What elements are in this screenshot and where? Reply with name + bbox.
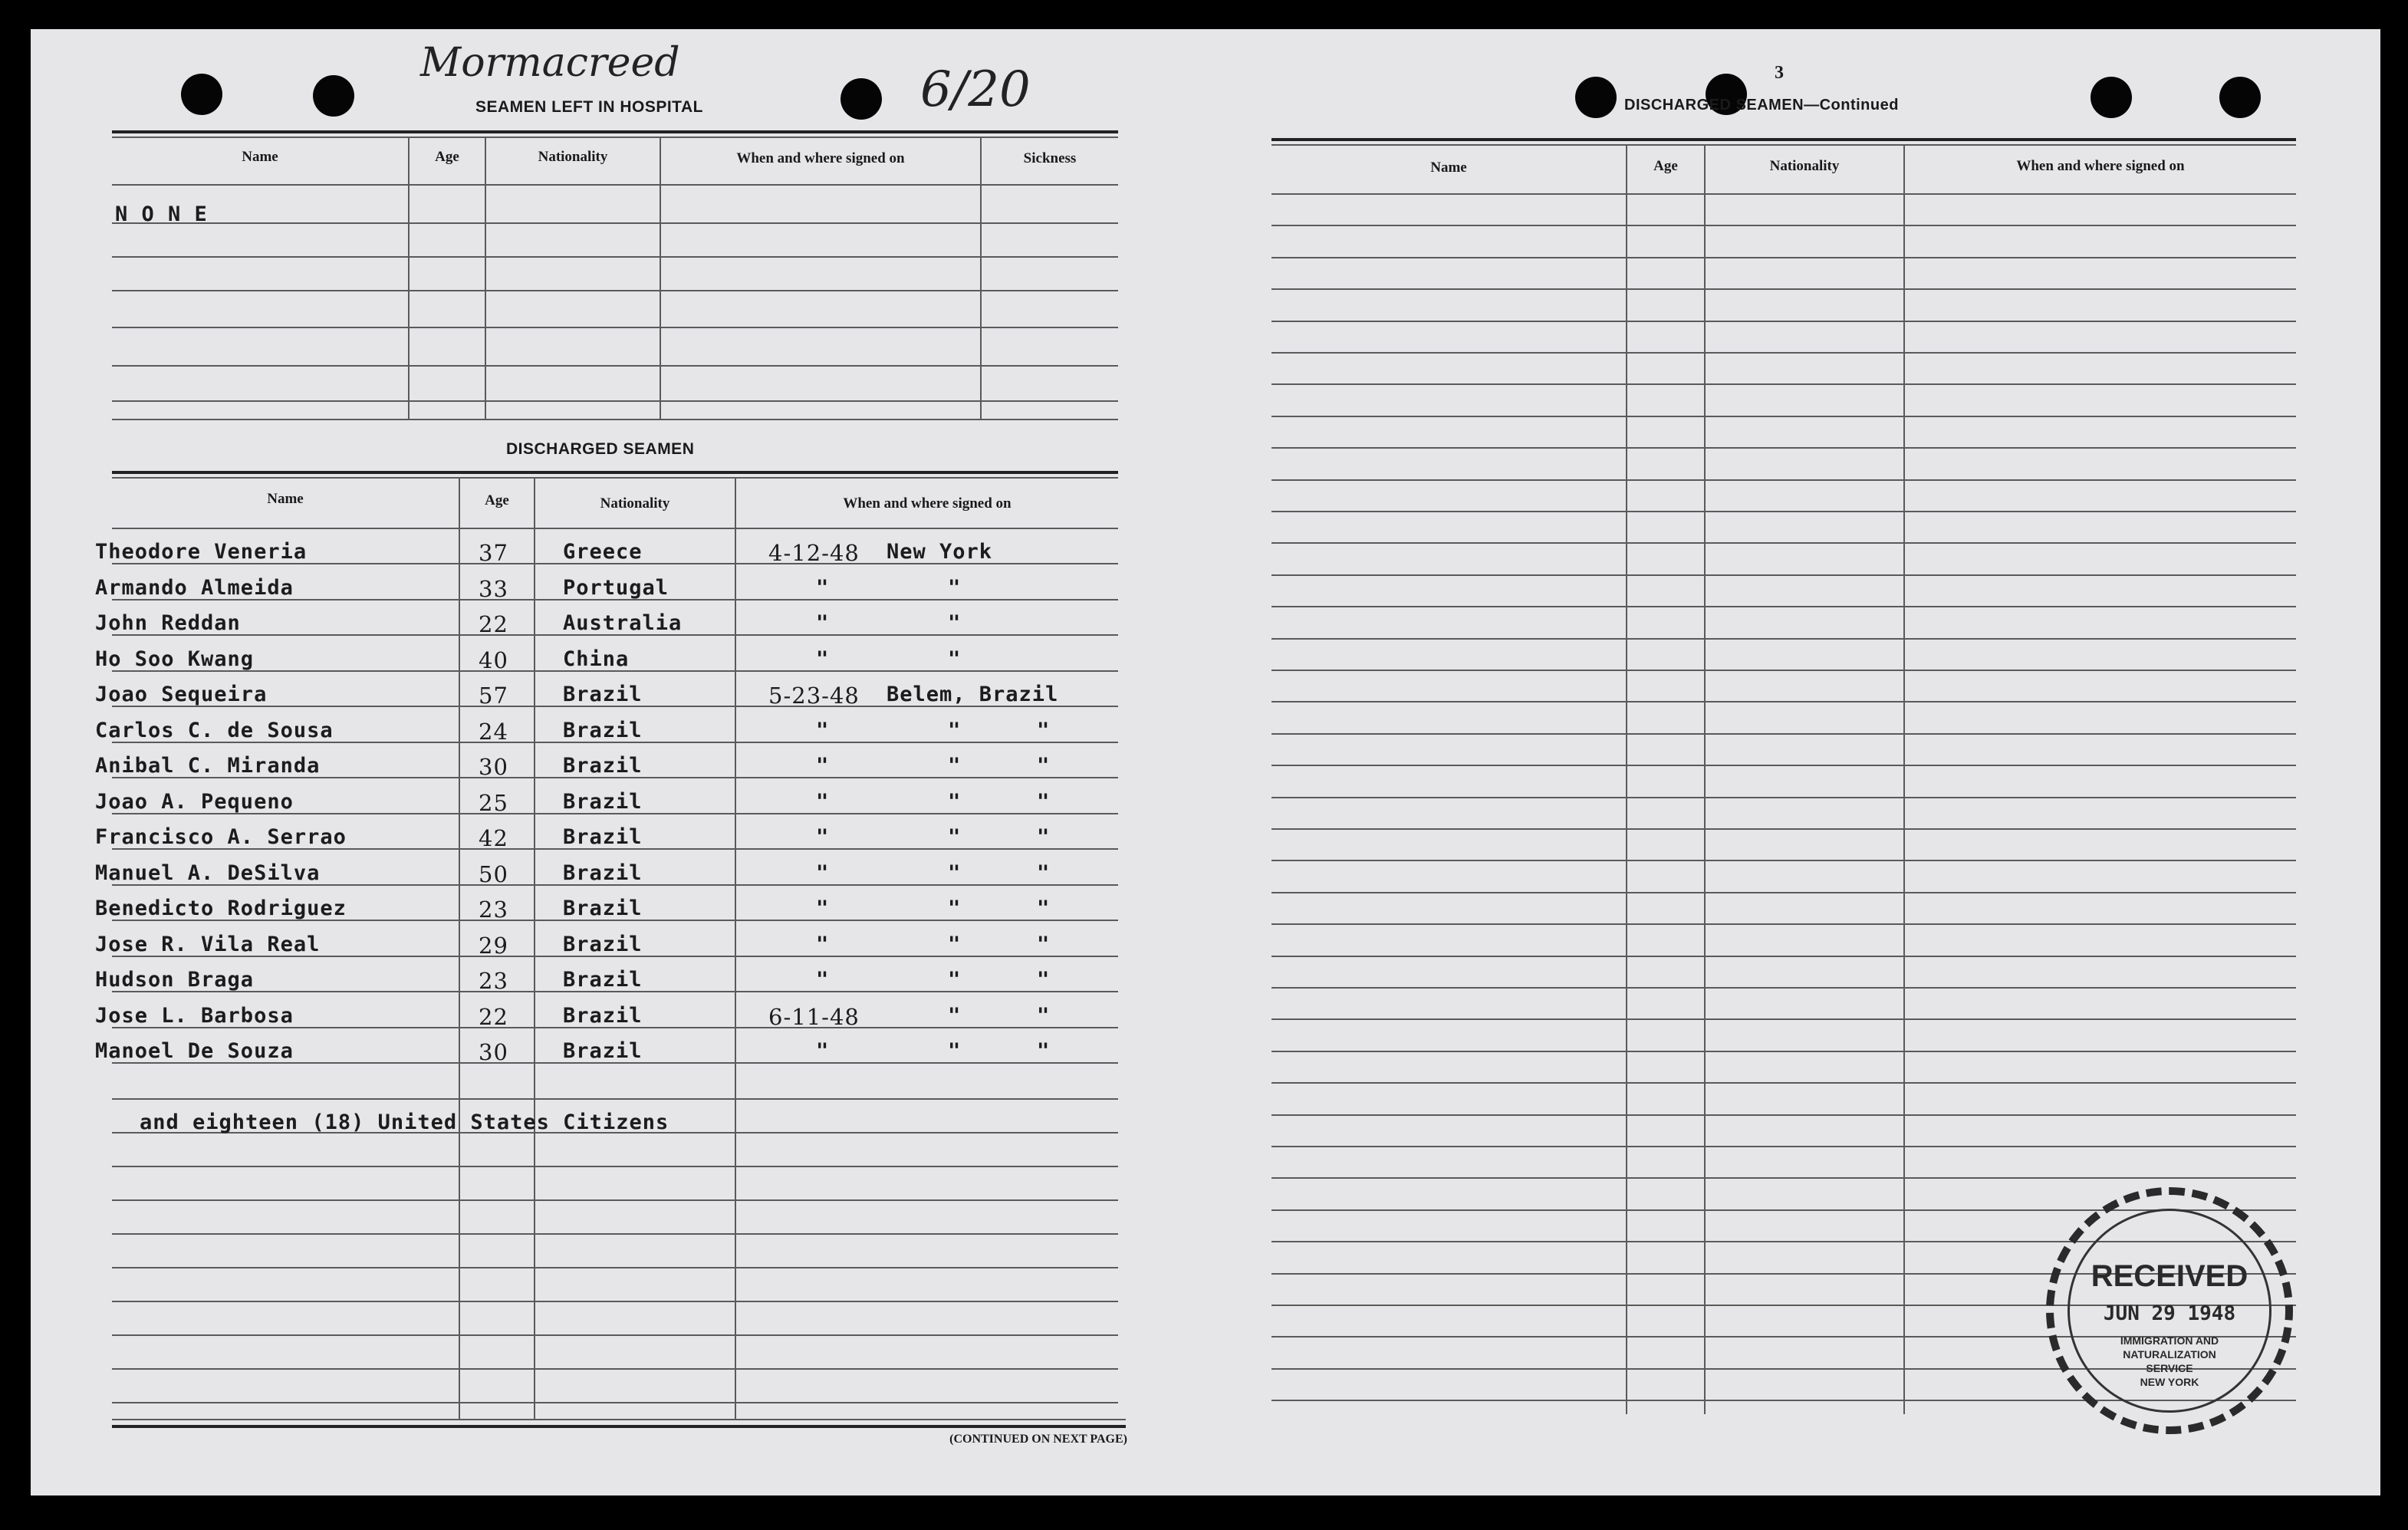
column-divider	[1626, 144, 1627, 1414]
right-section-title: DISCHARGED SEAMEN—Continued	[1624, 97, 1899, 114]
table-rule	[1271, 288, 2296, 290]
seaman-nationality: Brazil	[563, 1039, 643, 1063]
signed-on-ditto: "	[1037, 790, 1051, 814]
seaman-name: John Reddan	[95, 611, 241, 635]
column-divider	[485, 137, 486, 420]
table-rule	[112, 1425, 1126, 1428]
signed-on-place: "	[948, 754, 962, 778]
seaman-age: 24	[479, 719, 508, 745]
seaman-age: 42	[479, 825, 508, 851]
seaman-nationality: Brazil	[563, 719, 643, 742]
stamp-agency-line: NATURALIZATION	[2123, 1348, 2216, 1361]
signed-on-place: "	[948, 1004, 962, 1028]
seaman-nationality: Greece	[563, 540, 643, 564]
table-rule	[112, 477, 1118, 479]
seaman-age: 30	[479, 754, 508, 780]
table-rule	[112, 130, 1118, 133]
table-rule	[112, 1301, 1118, 1302]
seaman-nationality: Portugal	[563, 576, 669, 600]
punch-hole	[2091, 77, 2132, 118]
seaman-name: Hudson Braga	[95, 968, 255, 992]
table-rule	[1271, 225, 2296, 226]
seaman-age: 23	[479, 897, 508, 923]
signed-on-date: "	[816, 647, 830, 671]
punch-hole	[1575, 77, 1617, 118]
seaman-age: 50	[479, 861, 508, 887]
table-rule	[112, 256, 1118, 258]
punch-hole	[2219, 77, 2261, 118]
table-rule	[1271, 144, 2296, 146]
table-rule	[112, 1098, 1118, 1100]
table-rule	[1271, 542, 2296, 544]
table-rule	[1271, 574, 2296, 576]
seaman-name: Anibal C. Miranda	[95, 754, 321, 778]
seaman-age: 29	[479, 933, 508, 959]
signed-on-place: "	[948, 861, 962, 885]
table-rule	[112, 327, 1118, 328]
table-rule	[1271, 956, 2296, 957]
signed-on-date: "	[816, 825, 830, 849]
table-rule	[112, 471, 1118, 474]
table-rule	[1271, 923, 2296, 925]
table-rule	[1271, 828, 2296, 830]
signed-on-ditto: "	[1037, 897, 1051, 920]
table-rule	[112, 419, 1118, 420]
seaman-name: Manuel A. DeSilva	[95, 861, 321, 885]
discharged-header-nationality: Nationality	[600, 495, 670, 512]
signed-on-ditto: "	[1037, 861, 1051, 885]
table-rule	[1271, 1051, 2296, 1052]
table-rule	[112, 184, 1118, 186]
table-rule	[1271, 765, 2296, 766]
right-header-nationality: Nationality	[1769, 158, 1840, 174]
table-rule	[1271, 257, 2296, 258]
hospital-none-entry: N O N E	[115, 202, 208, 226]
seaman-age: 30	[479, 1039, 508, 1065]
column-divider	[980, 137, 982, 420]
table-rule	[1271, 892, 2296, 893]
seaman-nationality: Brazil	[563, 861, 643, 885]
punch-hole	[840, 78, 882, 120]
table-rule	[1271, 1018, 2296, 1020]
discharged-header-signed-on: When and where signed on	[843, 495, 1012, 512]
seaman-age: 37	[479, 540, 508, 566]
table-rule	[1271, 797, 2296, 798]
seaman-nationality: Brazil	[563, 754, 643, 778]
seaman-nationality: Australia	[563, 611, 683, 635]
column-divider	[534, 477, 535, 1420]
signed-on-date: 5-23-48	[768, 683, 860, 709]
table-rule	[1271, 321, 2296, 322]
signed-on-ditto: "	[1037, 1039, 1051, 1063]
column-divider	[1704, 144, 1706, 1414]
hospital-header-signed-on: When and where signed on	[736, 150, 905, 166]
signed-on-ditto: "	[1037, 719, 1051, 742]
hospital-section-title: SEAMEN LEFT IN HOSPITAL	[475, 98, 703, 116]
signed-on-ditto: "	[1037, 1004, 1051, 1028]
seaman-age: 22	[479, 611, 508, 637]
stamp-date: JUN 29 1948	[2103, 1302, 2236, 1325]
seaman-name: Jose L. Barbosa	[95, 1004, 294, 1028]
signed-on-place: "	[948, 1039, 962, 1063]
table-rule	[1271, 860, 2296, 861]
table-rule	[1271, 193, 2296, 195]
footer-note: and eighteen (18) United States Citizens	[140, 1110, 669, 1134]
table-rule	[1271, 479, 2296, 481]
signed-on-date: "	[816, 861, 830, 885]
table-rule	[1271, 1177, 2296, 1179]
right-header-name: Name	[1430, 160, 1467, 176]
table-rule	[112, 1368, 1118, 1370]
seaman-nationality: Brazil	[563, 933, 643, 956]
column-divider	[459, 477, 460, 1420]
signed-on-place: "	[948, 790, 962, 814]
signed-on-place: "	[948, 647, 962, 671]
table-rule	[112, 400, 1118, 402]
table-rule	[1271, 1146, 2296, 1147]
continued-note: (CONTINUED ON NEXT PAGE)	[949, 1433, 1127, 1446]
seaman-age: 33	[479, 576, 508, 602]
signed-on-place: New York	[887, 540, 993, 564]
table-rule	[1271, 701, 2296, 702]
signed-on-place: "	[948, 897, 962, 920]
signed-on-place: Belem, Brazil	[887, 683, 1059, 706]
signed-on-place: "	[948, 719, 962, 742]
signed-on-date: "	[816, 754, 830, 778]
seaman-name: Carlos C. de Sousa	[95, 719, 334, 742]
handwritten-ship-name: Mormacreed	[420, 40, 680, 86]
table-rule	[1271, 733, 2296, 735]
table-rule	[1271, 352, 2296, 354]
signed-on-date: 6-11-48	[768, 1004, 860, 1030]
hospital-header-name: Name	[242, 149, 278, 165]
seaman-name: Joao Sequeira	[95, 683, 268, 706]
seaman-nationality: Brazil	[563, 1004, 643, 1028]
table-rule	[1271, 1082, 2296, 1084]
table-rule	[1271, 638, 2296, 640]
signed-on-date: 4-12-48	[768, 540, 860, 566]
seaman-name: Ho Soo Kwang	[95, 647, 255, 671]
table-rule	[1271, 1114, 2296, 1116]
signed-on-date: "	[816, 719, 830, 742]
signed-on-place: "	[948, 825, 962, 849]
column-divider	[408, 137, 410, 420]
table-rule	[112, 1402, 1118, 1403]
seaman-nationality: Brazil	[563, 897, 643, 920]
table-rule	[1271, 138, 2296, 141]
seaman-age: 22	[479, 1004, 508, 1030]
signed-on-date: "	[816, 1039, 830, 1063]
seaman-nationality: Brazil	[563, 683, 643, 706]
table-rule	[112, 222, 1118, 224]
seaman-nationality: Brazil	[563, 790, 643, 814]
signed-on-ditto: "	[1037, 825, 1051, 849]
hospital-header-sickness: Sickness	[1023, 150, 1077, 166]
signed-on-place: "	[948, 933, 962, 956]
column-divider	[1903, 144, 1905, 1414]
right-header-signed-on: When and where signed on	[2016, 158, 2185, 174]
signed-on-date: "	[816, 968, 830, 992]
seaman-name: Benedicto Rodriguez	[95, 897, 347, 920]
signed-on-ditto: "	[1037, 933, 1051, 956]
seaman-age: 23	[479, 968, 508, 994]
seaman-name: Joao A. Pequeno	[95, 790, 294, 814]
table-rule	[1271, 383, 2296, 385]
page-number: 3	[1775, 63, 1784, 83]
signed-on-date: "	[816, 790, 830, 814]
column-divider	[660, 137, 661, 420]
hospital-header-age: Age	[435, 149, 459, 165]
table-rule	[112, 1267, 1118, 1268]
discharged-header-age: Age	[485, 492, 509, 508]
seaman-name: Jose R. Vila Real	[95, 933, 321, 956]
table-rule	[1271, 987, 2296, 989]
stamp-agency-line: SERVICE	[2146, 1362, 2193, 1374]
seaman-name: Theodore Veneria	[95, 540, 308, 564]
seaman-name: Francisco A. Serrao	[95, 825, 347, 849]
signed-on-place: "	[948, 576, 962, 600]
punch-hole	[313, 75, 354, 117]
stamp-agency-line: NEW YORK	[2140, 1376, 2199, 1388]
table-rule	[1271, 511, 2296, 512]
seaman-name: Manoel De Souza	[95, 1039, 294, 1063]
table-rule	[112, 365, 1118, 367]
document-page	[31, 29, 2380, 1495]
table-rule	[112, 1199, 1118, 1201]
seaman-age: 25	[479, 790, 508, 816]
signed-on-ditto: "	[1037, 754, 1051, 778]
seaman-nationality: China	[563, 647, 630, 671]
discharged-header-name: Name	[267, 491, 304, 507]
table-rule	[112, 1334, 1118, 1336]
column-divider	[735, 477, 736, 1420]
right-header-age: Age	[1653, 158, 1678, 174]
punch-hole	[181, 74, 222, 115]
table-rule	[1271, 416, 2296, 417]
table-rule	[112, 1233, 1118, 1235]
signed-on-date: "	[816, 611, 830, 635]
table-rule	[112, 290, 1118, 291]
seaman-name: Armando Almeida	[95, 576, 294, 600]
handwritten-date: 6/20	[920, 61, 1031, 118]
seaman-age: 40	[479, 647, 508, 673]
seaman-nationality: Brazil	[563, 968, 643, 992]
signed-on-ditto: "	[1037, 968, 1051, 992]
table-rule	[112, 1419, 1126, 1420]
signed-on-date: "	[816, 897, 830, 920]
table-rule	[1271, 670, 2296, 671]
stamp-received: RECEIVED	[2091, 1259, 2248, 1293]
seaman-nationality: Brazil	[563, 825, 643, 849]
signed-on-date: "	[816, 576, 830, 600]
discharged-section-title: DISCHARGED SEAMEN	[506, 440, 695, 458]
table-rule	[112, 137, 1118, 138]
received-stamp	[2046, 1187, 2293, 1434]
signed-on-place: "	[948, 611, 962, 635]
stamp-agency-line: IMMIGRATION AND	[2120, 1334, 2219, 1347]
seaman-age: 57	[479, 683, 508, 709]
signed-on-date: "	[816, 933, 830, 956]
table-rule	[112, 1166, 1118, 1167]
signed-on-place: "	[948, 968, 962, 992]
table-rule	[112, 528, 1118, 529]
table-rule	[1271, 606, 2296, 607]
hospital-header-nationality: Nationality	[538, 149, 608, 165]
table-rule	[1271, 447, 2296, 449]
